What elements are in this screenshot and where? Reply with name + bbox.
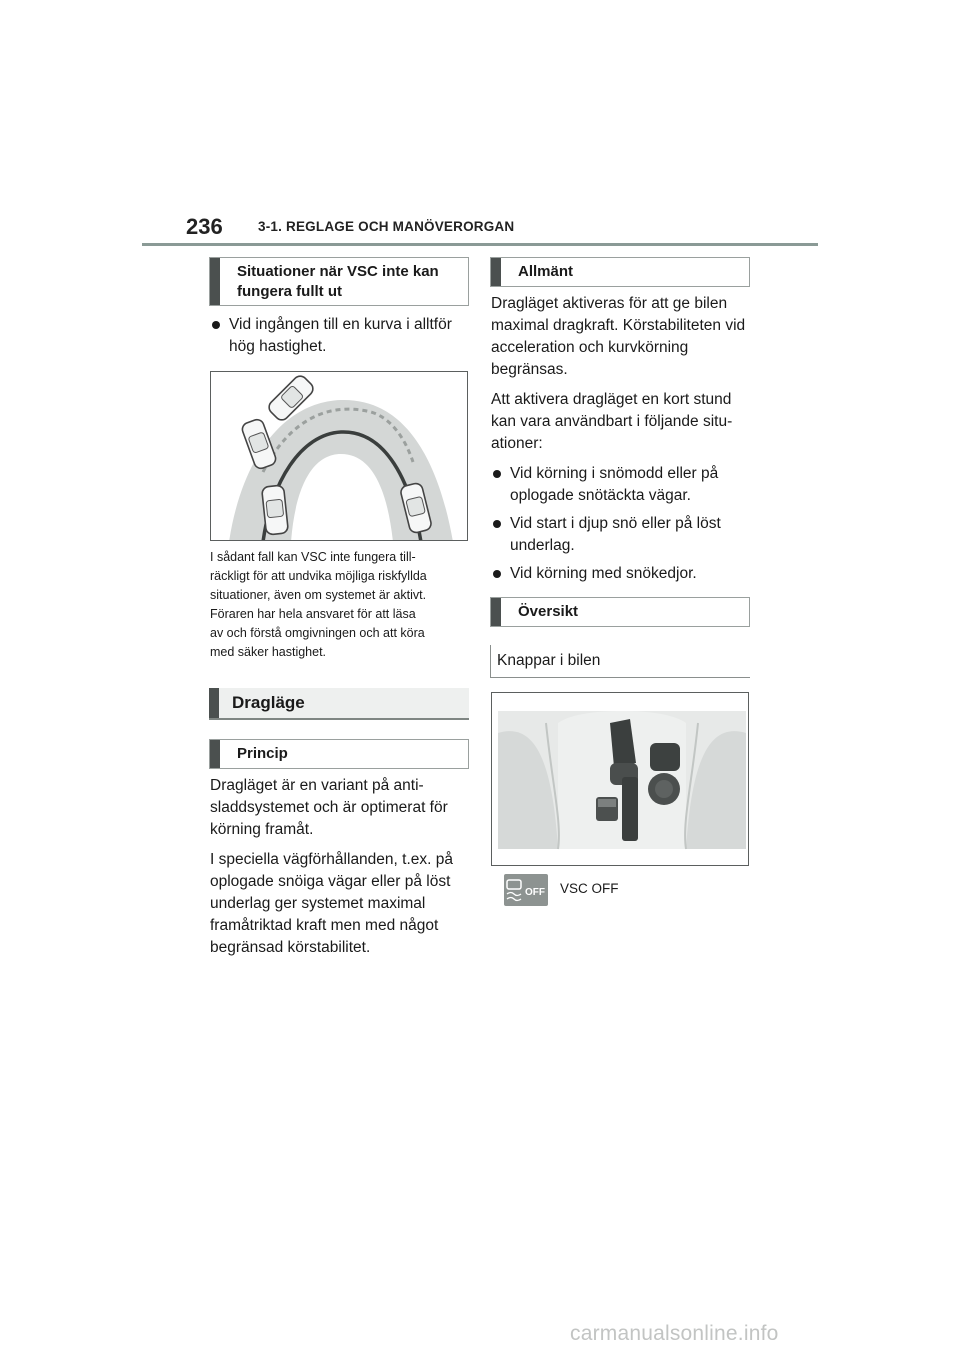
- page-number: 236: [186, 214, 223, 239]
- console-figure: [491, 692, 749, 866]
- figure-caption: [210, 548, 480, 662]
- subhead-rule-vertical: [490, 645, 491, 677]
- princip-heading: Princip: [237, 745, 288, 762]
- bullet-item: Vid körning i snömodd eller på oplogade snötäckta vägar.: [491, 463, 753, 507]
- curve-figure: [210, 371, 468, 541]
- situations-box: [209, 257, 469, 306]
- bullet-item: Vid ingången till en kurva i alltför hög hastighet.: [210, 314, 472, 358]
- bullet-item: Vid körning med snökedjor.: [491, 563, 753, 585]
- princip-box: [209, 739, 469, 769]
- curve-illustration: [211, 372, 468, 541]
- caption-line: av och förstå omgivningen och att köra: [210, 626, 425, 640]
- oversikt-box: [490, 597, 750, 627]
- paragraph: Dragläget aktiveras för att ge bilen maximal dragkraft. Körstabiliteten vid acceleration och kurvkörning begränsas.: [491, 295, 746, 378]
- header-rule: [142, 243, 818, 246]
- oversikt-heading: Översikt: [518, 603, 579, 620]
- paragraph: Dragläget är en variant på anti-sladdsystemet och är optimerat för körning framåt.: [210, 777, 448, 838]
- caption-line: Föraren har hela ansvaret för att läsa: [210, 607, 416, 621]
- subhead-rule: [490, 677, 750, 678]
- bullet-item: Vid start i djup snö eller på löst underlag.: [491, 513, 753, 557]
- left-bullets: [210, 314, 472, 364]
- paragraph: Att aktivera dragläget en kort stund kan vara användbart i följande situ-ationer:: [491, 391, 733, 452]
- left-body: [210, 775, 468, 967]
- situations-heading: Situationer när VSC inte kan fungera fullt ut: [237, 263, 439, 300]
- section-heading-box: [209, 688, 469, 720]
- caption-line: situationer, även om systemet är aktivt.: [210, 588, 427, 602]
- buttons-subheading: Knappar i bilen: [497, 652, 601, 669]
- right-body: [491, 293, 753, 591]
- caption-line: med säker hastighet.: [210, 645, 327, 659]
- vsc-off-icon: [504, 874, 548, 906]
- icon-text: OFF: [525, 887, 545, 898]
- box-bar: [491, 598, 501, 626]
- caption-line: I sådant fall kan VSC inte fungera till-: [210, 550, 416, 564]
- car-icon: [262, 485, 289, 535]
- allmant-box: [490, 257, 750, 287]
- vsc-off-label: VSC OFF: [560, 881, 619, 896]
- watermark: carmanualsonline.info: [570, 1322, 779, 1345]
- caption-line: räckligt för att undvika möjliga riskfyllda: [210, 569, 427, 583]
- paragraph: I speciella vägförhållanden, t.ex. på oplogade snöiga vägar eller på löst underlag ger systemet maximal framåtriktad kraft men med något begränsad körstabilitet.: [210, 851, 453, 956]
- allmant-heading: Allmänt: [518, 263, 574, 280]
- box-bar: [491, 258, 501, 286]
- box-bar: [209, 688, 219, 718]
- switch-panel: [622, 777, 638, 841]
- chapter-title: 3-1. REGLAGE OCH MANÖVERORGAN: [258, 219, 515, 234]
- section-heading: Dragläge: [232, 693, 305, 712]
- console-illustration: [492, 693, 749, 866]
- box-bar: [210, 740, 220, 768]
- box-bar: [210, 258, 220, 305]
